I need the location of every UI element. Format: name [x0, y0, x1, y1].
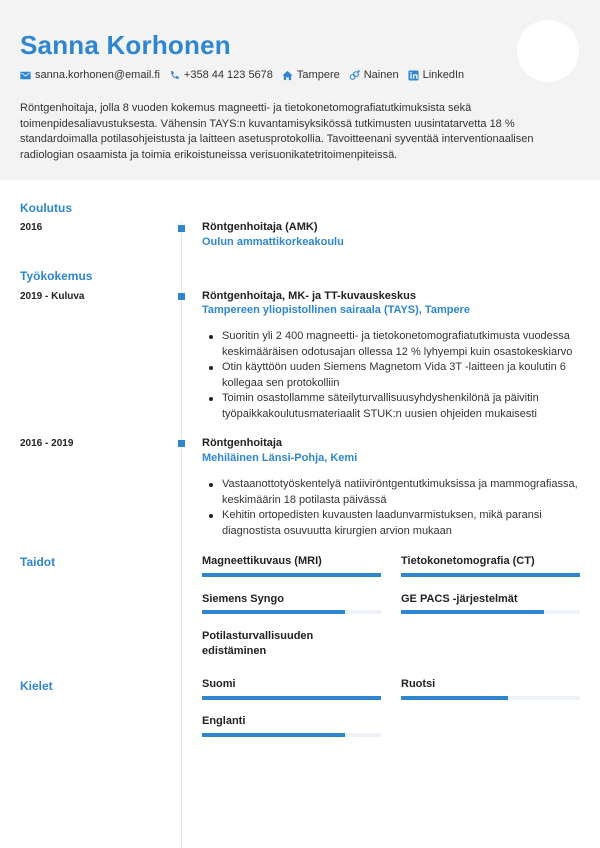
skill-bar-fill [202, 573, 381, 577]
section-title-experience: Työkokemus [20, 269, 93, 283]
section-title-skills: Taidot [20, 555, 56, 569]
language-label: Ruotsi [401, 678, 436, 690]
timeline-divider [181, 222, 182, 848]
experience-date: 2019 - Kuluva [20, 291, 85, 302]
profile-summary: Röntgenhoitaja, jolla 8 vuoden kokemus magneetti- ja tietokonetomografiatutkimuksista sekä toimenpidesaliavustuksesta. Vähensin TAYS:n kuvantamisyksikössä tutkimusten uusintatarvetta 18 % standardoimalla potilasohjeistusta ja laitteen asetusprotokollia. Tavoitteenani syventää interventionaalisen radiologian osaamista ja toimia erikoistuneissa verisuonikatetritoimenpiteissä. [20, 102, 534, 161]
contact-phone[interactable] [169, 69, 273, 81]
language-bar [202, 696, 381, 700]
experience-role: Röntgenhoitaja, MK- ja TT-kuvauskeskus [202, 290, 416, 302]
language-bar [401, 696, 580, 700]
skill-bar [202, 610, 381, 614]
list-item: Kehitin ortopedisten kuvausten laadunvarmistuksen, mikä paransi diagnostista osuvuutta kirurgien arvion mukaan [206, 508, 578, 539]
contact-bar [20, 69, 473, 81]
contact-gender-text: Nainen [363, 69, 399, 81]
contact-city-text: Tampere [296, 69, 340, 81]
envelope-icon [20, 70, 31, 81]
experience-bullets [206, 329, 578, 422]
experience-employer: Tampereen yliopistollinen sairaala (TAYS), Tampere [202, 304, 470, 316]
header-section [0, 0, 600, 180]
contact-gender [349, 69, 399, 81]
language-label: Suomi [202, 678, 236, 690]
list-item: Otin käyttöön uuden Siemens Magnetom Vida 3T -laitteen ja koulutin 6 kollegaa sen protokolliin [206, 360, 578, 391]
list-item: Vastaanottotyöskentelyä natiiviröntgentutkimuksissa ja mammografiassa, keskimäärin 18 potilasta päivässä [206, 477, 578, 508]
contact-linkedin[interactable] [408, 69, 465, 81]
education-degree: Röntgenhoitaja (AMK) [202, 221, 318, 233]
candidate-name: Sanna Korhonen [20, 30, 231, 60]
avatar [517, 20, 579, 82]
experience-role: Röntgenhoitaja [202, 437, 283, 449]
experience-employer: Mehiläinen Länsi-Pohja, Kemi [202, 452, 358, 464]
language-bar-fill [202, 696, 381, 700]
phone-icon [169, 70, 180, 81]
timeline-marker [178, 440, 185, 447]
section-title-education: Koulutus [20, 201, 72, 215]
timeline-marker [178, 225, 185, 232]
contact-city [282, 69, 340, 81]
skill-bar-fill [202, 610, 345, 614]
skill-label: Magneettikuvaus (MRI) [202, 555, 322, 567]
contact-email[interactable] [20, 69, 160, 81]
skill-bar [202, 573, 381, 577]
education-date: 2016 [20, 222, 43, 233]
section-title-languages: Kielet [20, 679, 53, 693]
skill-bar [401, 573, 580, 577]
home-icon [282, 70, 293, 81]
list-item: Toimin osastollamme säteilyturvallisuusyhdyshenkilönä ja päivitin työpaikkakoulutusmateriaalit STUK:n uusien ohjeiden mukaisesti [206, 391, 578, 422]
contact-linkedin-text: LinkedIn [422, 69, 465, 81]
list-item: Suoritin yli 2 400 magneetti- ja tietokonetomografiatutkimusta vuodessa keskimääräisen odotusajan ollessa 12 % lyhyempi kuin osastokeskiarvo [206, 329, 578, 360]
skill-label: Siemens Syngo [202, 593, 284, 605]
gender-icon [349, 70, 360, 81]
language-bar-fill [202, 733, 345, 737]
skill-bar [401, 610, 580, 614]
skill-label: Tietokonetomografia (CT) [401, 555, 535, 567]
skill-label: Potilasturvallisuuden edistäminen [202, 630, 314, 657]
linkedin-icon [408, 70, 419, 81]
contact-phone-text: +358 44 123 5678 [183, 69, 273, 81]
education-school: Oulun ammattikorkeakoulu [202, 236, 344, 248]
language-bar-fill [401, 696, 508, 700]
contact-email-text: sanna.korhonen@email.fi [35, 69, 160, 81]
skill-bar-fill [401, 573, 580, 577]
skill-label: GE PACS -järjestelmät [401, 593, 518, 605]
timeline-marker [178, 293, 185, 300]
language-bar [202, 733, 381, 737]
skill-bar-fill [401, 610, 544, 614]
language-label: Englanti [202, 715, 246, 727]
experience-bullets [206, 477, 578, 539]
experience-date: 2016 - 2019 [20, 438, 74, 449]
